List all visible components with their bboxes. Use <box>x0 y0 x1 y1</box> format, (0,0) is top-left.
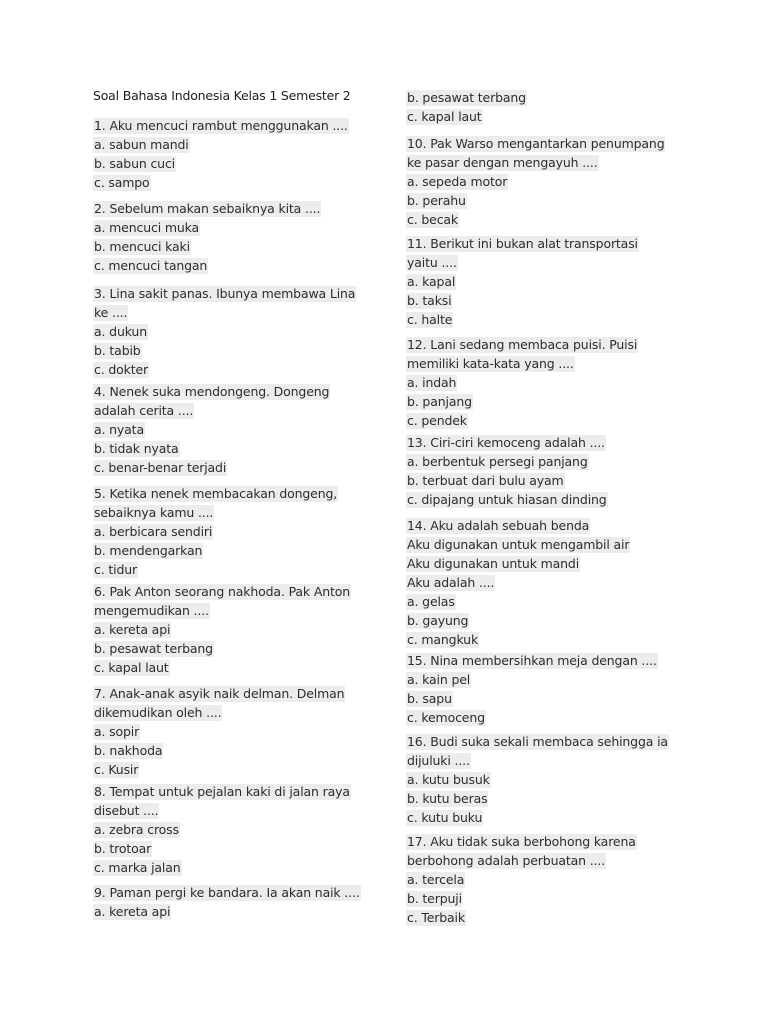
question-block <box>93 381 363 476</box>
text-row <box>406 410 676 429</box>
question-text-row <box>406 731 676 750</box>
text-line: b. perahu <box>407 193 466 208</box>
text-line: 6. Pak Anton seorang nakhoda. Pak Anton <box>94 584 351 599</box>
text-line: c. kutu buku <box>407 810 483 825</box>
text-row <box>93 521 363 540</box>
text-row <box>406 106 676 125</box>
text-line: c. dipajang untuk hiasan dinding <box>407 492 607 507</box>
text-row <box>406 688 676 707</box>
text-row <box>93 134 363 153</box>
text-line: c. halte <box>407 312 453 327</box>
text-line: a. sabun mandi <box>94 137 189 152</box>
text-line: c. becak <box>407 212 459 227</box>
text-row <box>93 619 363 638</box>
question-block <box>93 483 363 578</box>
text-line: 16. Budi suka sekali membaca sehingga ia <box>407 734 668 749</box>
question-block <box>93 198 363 274</box>
text-row <box>406 152 676 171</box>
question-text-row <box>406 831 676 850</box>
text-row <box>93 721 363 740</box>
text-line: adalah cerita .... <box>94 403 194 418</box>
text-line: a. zebra cross <box>94 822 179 837</box>
text-line: a. kain pel <box>407 672 471 687</box>
text-line: b. trotoar <box>94 841 152 856</box>
text-row <box>93 540 363 559</box>
text-line: b. mencuci kaki <box>94 239 190 254</box>
question-text-row <box>93 198 363 217</box>
text-row <box>406 629 676 648</box>
question-text-row <box>406 515 676 534</box>
text-row <box>93 819 363 838</box>
text-line: b. panjang <box>407 394 472 409</box>
text-line: 12. Lani sedang membaca puisi. Puisi <box>407 337 638 352</box>
text-line: b. pesawat terbang <box>94 641 213 656</box>
question-block <box>93 581 363 676</box>
text-row <box>93 321 363 340</box>
text-line: a. berbicara sendiri <box>94 524 213 539</box>
text-line: b. terbuat dari bulu ayam <box>407 473 564 488</box>
question-text-row <box>93 483 363 502</box>
question-text-row <box>406 133 676 152</box>
text-row <box>93 255 363 274</box>
text-row <box>93 340 363 359</box>
question-text-row <box>93 781 363 800</box>
text-line: a. indah <box>407 375 457 390</box>
text-row <box>406 391 676 410</box>
text-line: 17. Aku tidak suka berbohong karena <box>407 834 636 849</box>
text-line: 14. Aku adalah sebuah benda <box>407 518 590 533</box>
text-row <box>406 572 676 591</box>
text-row <box>406 290 676 309</box>
text-line: b. taksi <box>407 293 452 308</box>
text-line: a. tercela <box>407 872 465 887</box>
text-line: disebut .... <box>94 803 159 818</box>
question-block <box>406 650 676 726</box>
text-row <box>93 502 363 521</box>
text-line: dikemudikan oleh .... <box>94 705 222 720</box>
text-line: a. kereta api <box>94 904 171 919</box>
text-line: a. sepeda motor <box>407 174 508 189</box>
text-row <box>406 610 676 629</box>
text-line: 10. Pak Warso mengantarkan penumpang <box>407 136 665 151</box>
text-line: c. kemoceng <box>407 710 485 725</box>
text-row <box>93 638 363 657</box>
text-row <box>93 800 363 819</box>
question-text-row <box>93 581 363 600</box>
question-text-row <box>406 334 676 353</box>
text-line: c. Kusir <box>94 762 139 777</box>
question-block <box>93 781 363 876</box>
question-text-row <box>406 87 676 106</box>
text-line: 8. Tempat untuk pejalan kaki di jalan raya <box>94 784 350 799</box>
text-line: b. terpuji <box>407 891 462 906</box>
text-line: c. kapal laut <box>407 109 482 124</box>
question-text-row <box>406 432 676 451</box>
text-line: yaitu .... <box>407 255 457 270</box>
text-line: a. mencuci muka <box>94 220 200 235</box>
text-line: ke .... <box>94 305 128 320</box>
text-line: c. mencuci tangan <box>94 258 208 273</box>
text-row <box>406 309 676 328</box>
text-line: 1. Aku mencuci rambut menggunakan .... <box>94 118 348 133</box>
text-line: b. kutu beras <box>407 791 488 806</box>
text-line: 9. Paman pergi ke bandara. Ia akan naik .... <box>94 885 360 900</box>
text-line: c. tidur <box>94 562 137 577</box>
question-text-row <box>406 233 676 252</box>
text-line: mengemudikan .... <box>94 603 209 618</box>
text-row <box>406 591 676 610</box>
text-row <box>93 400 363 419</box>
text-row <box>406 489 676 508</box>
text-line: dijuluki .... <box>407 753 470 768</box>
text-line: a. kutu busuk <box>407 772 490 787</box>
text-line: c. marka jalan <box>94 860 181 875</box>
text-line: Aku digunakan untuk mengambil air <box>407 537 630 552</box>
question-block <box>406 334 676 429</box>
text-row <box>406 707 676 726</box>
text-line: b. gayung <box>407 613 469 628</box>
text-row <box>406 190 676 209</box>
text-line: 4. Nenek suka mendongeng. Dongeng <box>94 384 330 399</box>
question-block <box>93 115 363 191</box>
text-line: c. dokter <box>94 362 149 377</box>
text-line: b. sabun cuci <box>94 156 175 171</box>
text-row <box>406 907 676 926</box>
text-row <box>406 171 676 190</box>
question-block <box>406 731 676 826</box>
text-row <box>93 600 363 619</box>
text-row <box>93 438 363 457</box>
text-row <box>406 353 676 372</box>
text-row <box>406 669 676 688</box>
text-line: c. kapal laut <box>94 660 169 675</box>
text-row <box>406 850 676 869</box>
text-line: a. sopir <box>94 724 140 739</box>
text-row <box>406 451 676 470</box>
text-line: a. gelas <box>407 594 455 609</box>
text-row <box>406 271 676 290</box>
question-block <box>406 87 676 125</box>
text-line: 2. Sebelum makan sebaiknya kita .... <box>94 201 321 216</box>
text-line: 15. Nina membersihkan meja dengan .... <box>407 653 657 668</box>
text-row <box>406 534 676 553</box>
text-row <box>406 372 676 391</box>
text-line: b. tabib <box>94 343 141 358</box>
text-line: a. kapal <box>407 274 456 289</box>
text-row <box>93 838 363 857</box>
text-line: a. berbentuk persegi panjang <box>407 454 588 469</box>
question-block <box>406 432 676 508</box>
text-row <box>93 359 363 378</box>
text-line: 7. Anak-anak asyik naik delman. Delman <box>94 686 345 701</box>
text-line: 11. Berikut ini bukan alat transportasi <box>407 236 638 251</box>
question-text-row <box>93 683 363 702</box>
question-text-row <box>406 650 676 669</box>
question-text-row <box>93 115 363 134</box>
text-row <box>93 302 363 321</box>
question-text-row <box>93 381 363 400</box>
text-line: c. sampo <box>94 175 150 190</box>
question-text-row <box>93 283 363 302</box>
text-row <box>406 252 676 271</box>
text-row <box>93 857 363 876</box>
question-block <box>406 831 676 926</box>
text-row <box>93 236 363 255</box>
text-line: 3. Lina sakit panas. Ibunya membawa Lina <box>94 286 356 301</box>
text-row <box>93 901 363 920</box>
text-line: b. tidak nyata <box>94 441 179 456</box>
text-row <box>406 788 676 807</box>
text-line: berbohong adalah perbuatan .... <box>407 853 606 868</box>
text-row <box>93 740 363 759</box>
text-row <box>93 419 363 438</box>
question-block <box>406 233 676 328</box>
text-line: c. Terbaik <box>407 910 465 925</box>
question-block <box>93 683 363 778</box>
text-row <box>406 750 676 769</box>
text-line: c. pendek <box>407 413 467 428</box>
text-row <box>93 153 363 172</box>
text-line: c. mangkuk <box>407 632 479 647</box>
text-line: b. mendengarkan <box>94 543 203 558</box>
text-line: a. kereta api <box>94 622 171 637</box>
text-row <box>93 657 363 676</box>
text-row <box>93 172 363 191</box>
text-row <box>93 702 363 721</box>
text-row <box>406 470 676 489</box>
text-line: c. benar-benar terjadi <box>94 460 227 475</box>
text-row <box>406 888 676 907</box>
question-block <box>406 515 676 648</box>
text-line: Aku adalah .... <box>407 575 495 590</box>
text-line: ke pasar dengan mengayuh .... <box>407 155 598 170</box>
text-row <box>406 553 676 572</box>
text-row <box>93 457 363 476</box>
text-line: sebaiknya kamu .... <box>94 505 214 520</box>
text-line: a. nyata <box>94 422 144 437</box>
text-line: 5. Ketika nenek membacakan dongeng, <box>94 486 338 501</box>
text-line: b. sapu <box>407 691 452 706</box>
text-line: memiliki kata-kata yang .... <box>407 356 574 371</box>
text-line: Aku digunakan untuk mandi <box>407 556 580 571</box>
text-line: a. dukun <box>94 324 147 339</box>
text-line: b. pesawat terbang <box>407 90 526 105</box>
text-row <box>93 759 363 778</box>
document-title: Soal Bahasa Indonesia Kelas 1 Semester 2 <box>93 88 351 103</box>
text-row <box>406 869 676 888</box>
text-row <box>406 209 676 228</box>
text-row <box>93 217 363 236</box>
text-row <box>93 559 363 578</box>
question-block <box>93 283 363 378</box>
question-text-row <box>93 882 363 901</box>
question-block <box>93 882 363 920</box>
text-row <box>406 769 676 788</box>
text-line: b. nakhoda <box>94 743 163 758</box>
text-row <box>406 807 676 826</box>
text-line: 13. Ciri-ciri kemoceng adalah .... <box>407 435 605 450</box>
question-block <box>406 133 676 228</box>
